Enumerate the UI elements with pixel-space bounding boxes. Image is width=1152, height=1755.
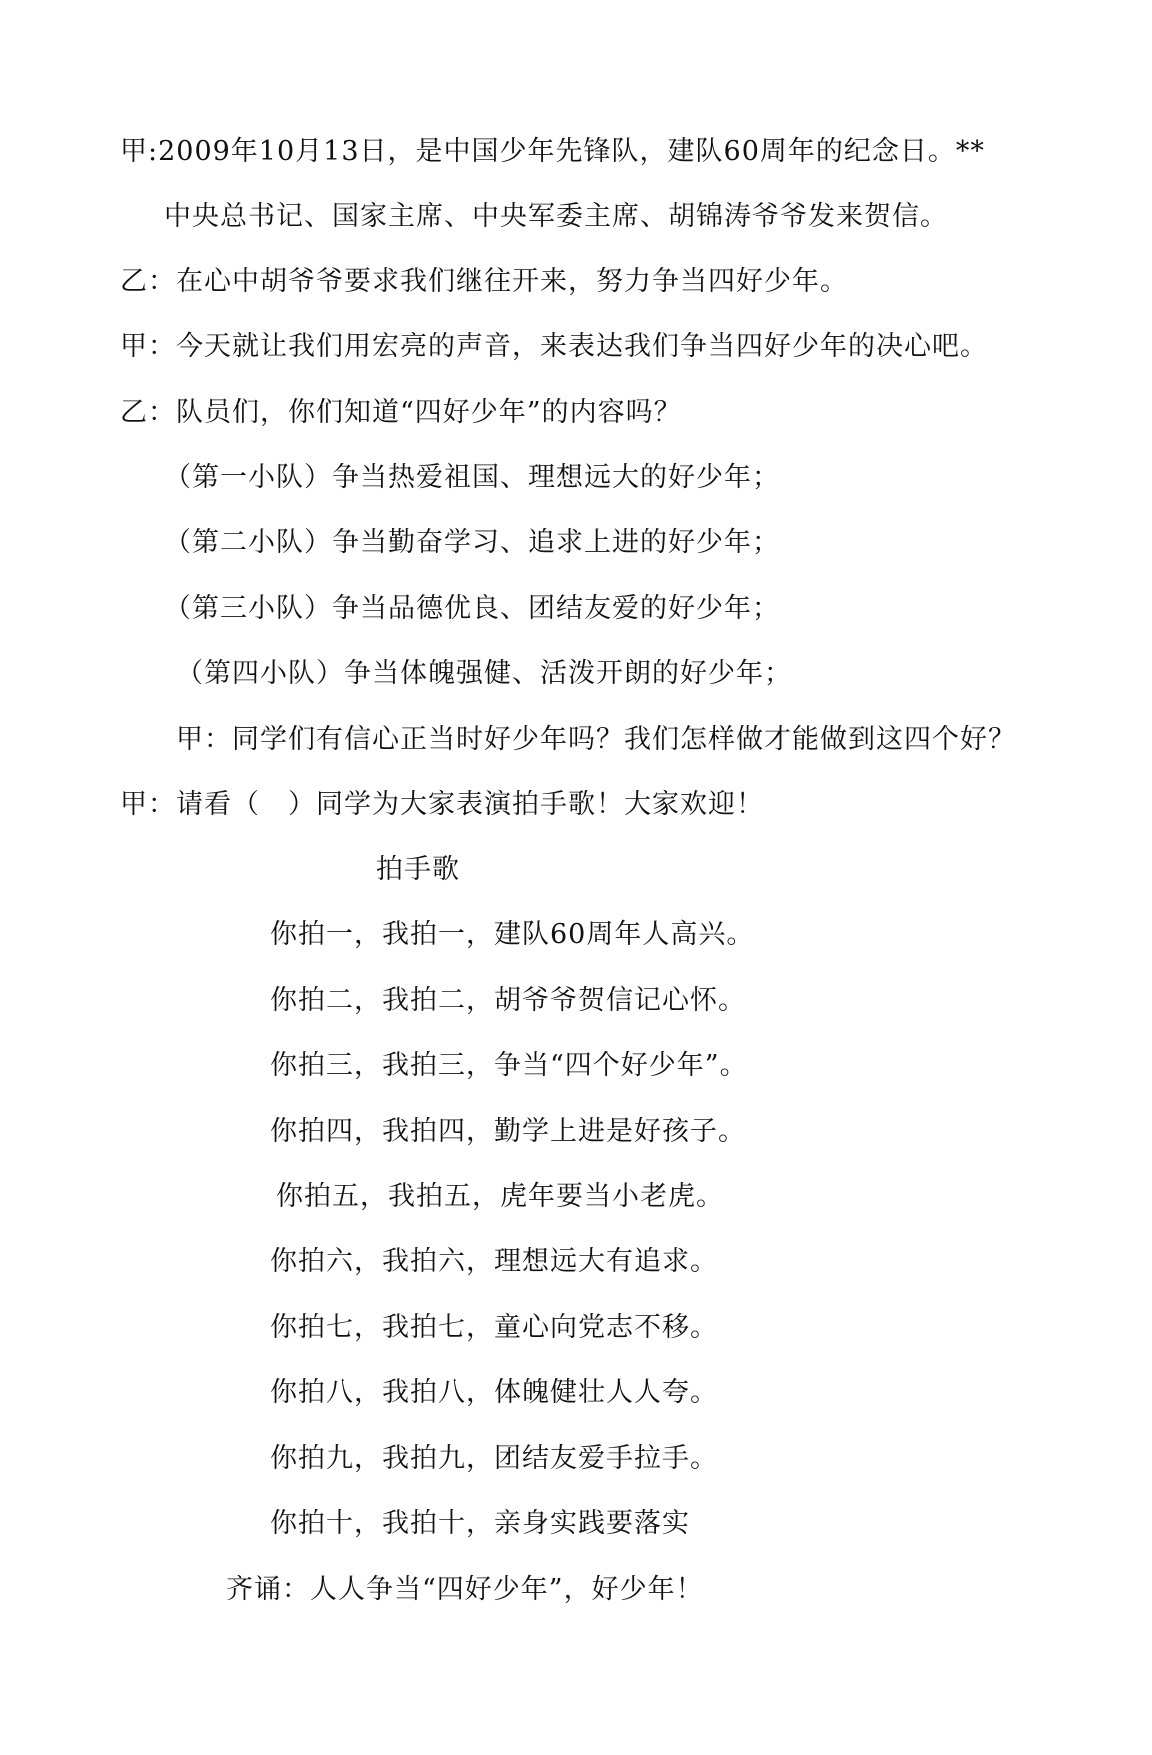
- song-line-7: 你拍七，我拍七，童心向党志不移。: [270, 1312, 718, 1343]
- song-line-5: 你拍五，我拍五，虎年要当小老虎。: [276, 1181, 724, 1212]
- song-line-3: 你拍三，我拍三，争当“四个好少年”。: [270, 1050, 748, 1081]
- song-line-10: 你拍十，我拍十，亲身实践要落实: [270, 1508, 690, 1539]
- song-title: 拍手歌: [376, 854, 460, 885]
- song-line-2: 你拍二，我拍二，胡爷爷贺信记心怀。: [270, 985, 746, 1016]
- dialogue-line-7: 甲：请看（ ）同学为大家表演拍手歌！大家欢迎！: [120, 789, 764, 820]
- dialogue-line-4: 甲：今天就让我们用宏亮的声音，来表达我们争当四好少年的决心吧。: [120, 331, 988, 362]
- dialogue-line-5: 乙：队员们，你们知道“四好少年”的内容吗？: [120, 397, 682, 428]
- song-line-6: 你拍六，我拍六，理想远大有追求。: [270, 1246, 718, 1277]
- song-line-4: 你拍四，我拍四，勤学上进是好孩子。: [270, 1116, 746, 1147]
- dialogue-line-1: 甲:2009年10月13日，是中国少年先锋队，建队60周年的纪念日。**: [120, 136, 985, 167]
- chorus-line: 齐诵：人人争当“四好少年”，好少年！: [226, 1574, 704, 1605]
- dialogue-line-3: 乙：在心中胡爷爷要求我们继往开来，努力争当四好少年。: [120, 266, 848, 297]
- squad-line-3: （第三小队）争当品德优良、团结友爱的好少年；: [164, 593, 780, 624]
- dialogue-line-2: 中央总书记、国家主席、中央军委主席、胡锦涛爷爷发来贺信。: [164, 201, 948, 232]
- song-line-8: 你拍八，我拍八，体魄健壮人人夸。: [270, 1377, 718, 1408]
- dialogue-line-6: 甲：同学们有信心正当时好少年吗？我们怎样做才能做到这四个好？: [176, 724, 1016, 755]
- squad-line-1: （第一小队）争当热爱祖国、理想远大的好少年；: [164, 462, 780, 493]
- song-line-9: 你拍九，我拍九，团结友爱手拉手。: [270, 1443, 718, 1474]
- squad-line-4: （第四小队）争当体魄强健、活泼开朗的好少年；: [176, 658, 792, 689]
- song-line-1: 你拍一，我拍一，建队60周年人高兴。: [270, 919, 755, 950]
- squad-line-2: （第二小队）争当勤奋学习、追求上进的好少年；: [164, 527, 780, 558]
